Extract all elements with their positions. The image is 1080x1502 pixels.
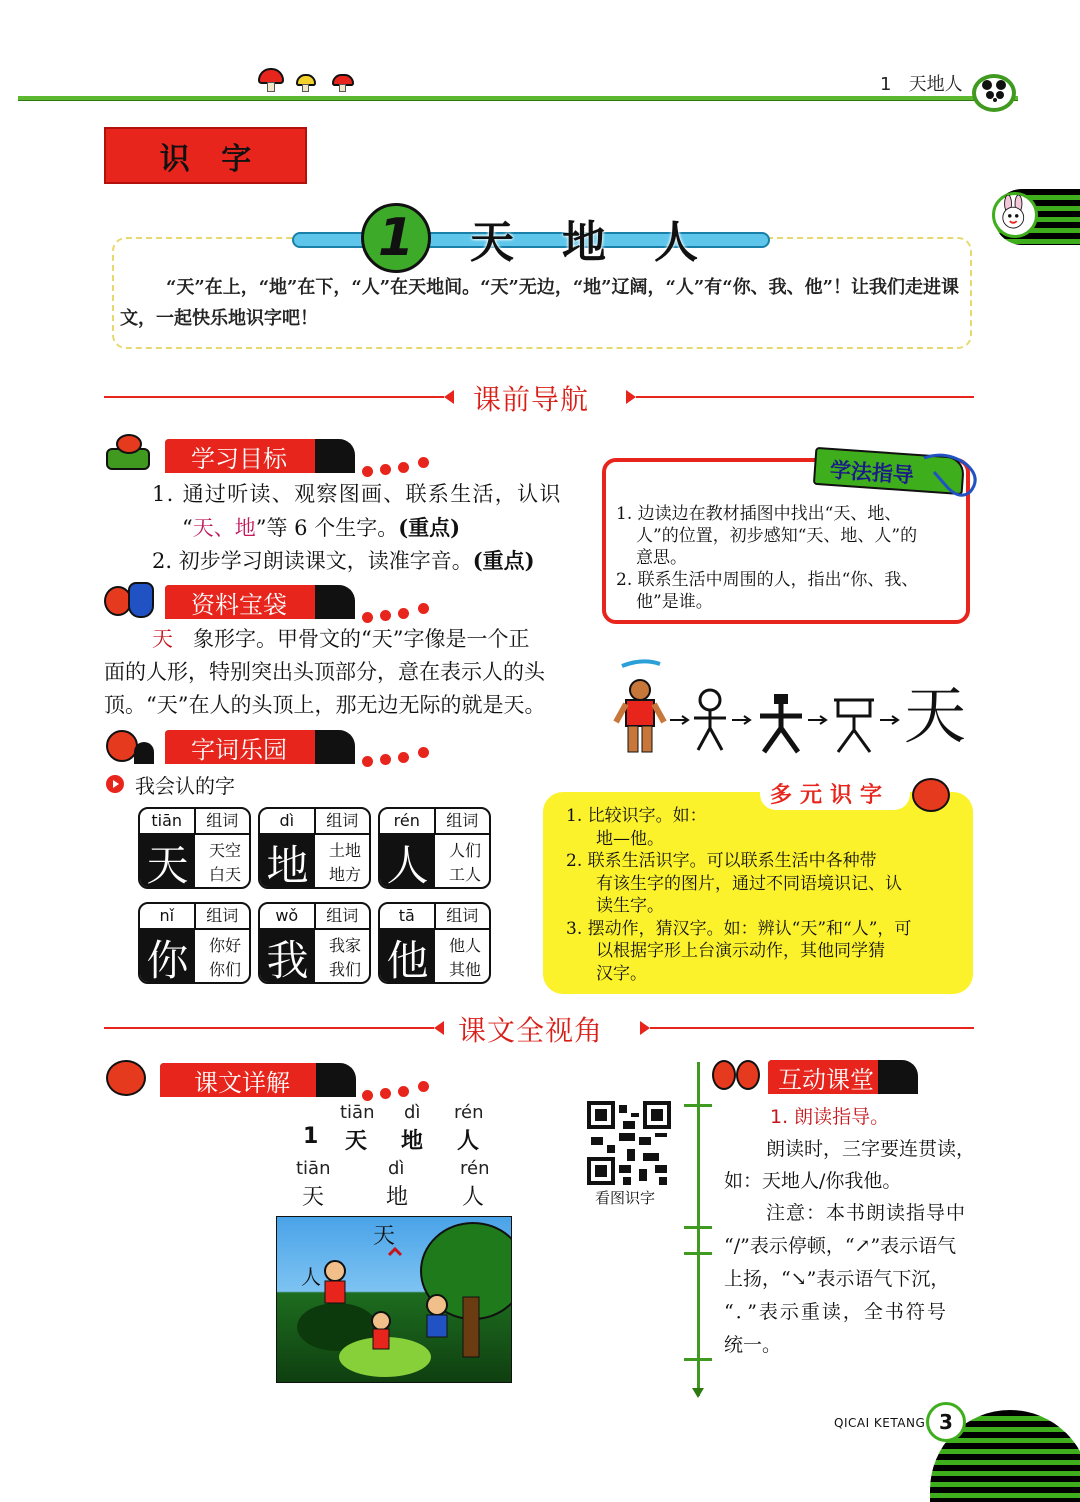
tag-dot — [418, 457, 429, 468]
text-char: 地 — [386, 1185, 409, 1210]
goal-2 — [152, 544, 535, 578]
words-mascot-icon — [104, 728, 156, 766]
card-char: 我 — [260, 930, 315, 984]
text-char: 天 — [302, 1185, 325, 1210]
goal-2-key: (重点) — [472, 548, 535, 573]
goals-mascot-icon — [104, 434, 156, 474]
interactive-para-2b: “/”表示停顿，“↗”表示语气 — [724, 1235, 957, 1257]
goal-1-key: (重点) — [398, 515, 461, 540]
panda-icon — [972, 74, 1016, 112]
section-rule-left — [104, 1027, 434, 1029]
pinyin: tiān — [340, 1102, 375, 1123]
tag-dot — [362, 612, 373, 623]
multi-line-2: 地—他。 — [596, 828, 664, 849]
char-card — [138, 807, 251, 889]
lesson-illustration — [276, 1216, 512, 1383]
goal-1-tail: ”等 6 个生字。 — [255, 516, 399, 540]
multi-text — [566, 805, 966, 985]
interactive-mascot-icon — [712, 1060, 764, 1094]
play-icon — [106, 775, 124, 793]
card-pinyin: tā — [398, 906, 415, 925]
card-group-label: 组词 — [434, 809, 490, 833]
paperclip-icon — [916, 448, 984, 504]
card-char: 天 — [140, 835, 195, 889]
words-tag-label: 字词乐园 — [191, 735, 287, 764]
card-pinyin: tiān — [151, 811, 183, 830]
card-pinyin: dì — [279, 811, 295, 830]
tag-dot — [418, 747, 429, 758]
multi-line-3: 2. 联系生活识字。可以联系生活中各种带 — [566, 851, 877, 871]
pinyin: rén — [460, 1158, 490, 1179]
card-word-1: 我家 — [328, 936, 361, 955]
pinyin: rén — [454, 1102, 484, 1123]
card-group-label: 组词 — [314, 904, 370, 928]
interactive-tag-label: 互动课堂 — [778, 1065, 874, 1094]
goal-1-line-1: 1. 通过听读、观察图画、联系生活，认识 — [152, 482, 562, 506]
interactive-para-2c: 上扬，“↘”表示语气下沉， — [724, 1268, 950, 1290]
running-head-title: 天地人 — [908, 74, 963, 95]
goal-2-text: 2. 初步学习朗读课文，读准字音。 — [152, 549, 473, 573]
card-word-1: 土地 — [328, 841, 361, 860]
card-pinyin: wǒ — [275, 906, 299, 925]
card-word-1: 人们 — [448, 841, 481, 860]
card-word-2: 我们 — [328, 960, 361, 979]
card-word-2: 地方 — [328, 865, 361, 884]
unit-label — [104, 127, 307, 184]
words-tag — [165, 730, 355, 764]
multi-line-1: 1. 比较识字。如： — [566, 806, 707, 826]
rabbit-icon — [992, 192, 1038, 238]
card-pinyin: rén — [393, 811, 420, 830]
char-card — [258, 807, 371, 889]
method-line-5: 他”是谁。 — [636, 592, 713, 612]
text-title-char: 人 — [457, 1129, 480, 1154]
goal-1-line-2 — [182, 511, 460, 545]
lesson-number-badge: 1 — [361, 203, 431, 273]
method-line-2: 人”的位置，初步感知“天、地、人”的 — [636, 526, 918, 546]
section-rule-right — [636, 396, 974, 398]
card-char: 人 — [380, 835, 435, 889]
section-title-full: 课文全视角 — [458, 1014, 604, 1047]
card-group-label: 组词 — [434, 904, 490, 928]
card-group-label: 组词 — [194, 904, 250, 928]
pinyin: dì — [388, 1158, 405, 1179]
illustration-label-sky: 天 — [373, 1224, 396, 1249]
char-card — [138, 902, 251, 984]
multi-line-6: 3. 摆动作，猜汉字。如：辨认“天”和“人”，可 — [566, 918, 912, 939]
method-line-1: 1. 边读边在教材插图中找出“天、地、 — [616, 504, 902, 524]
pinyin: dì — [404, 1102, 421, 1123]
tag-dot — [380, 464, 391, 475]
text-title-char: 地 — [401, 1129, 424, 1154]
lesson-title: 天地人 — [470, 217, 746, 268]
qr-code[interactable] — [586, 1101, 672, 1185]
info-line-2: 面的人形，特别突出头顶部分，意在表示人的头 — [104, 660, 545, 684]
info-tag — [165, 585, 355, 619]
rule-arrow-bottom — [692, 1388, 704, 1398]
tag-dot — [398, 462, 409, 473]
text-body-line — [302, 1180, 502, 1210]
card-char: 地 — [260, 835, 315, 889]
char-card — [378, 902, 491, 984]
tag-dot — [380, 610, 391, 621]
pinyin: tiān — [296, 1158, 331, 1179]
detail-tag — [160, 1063, 356, 1097]
rule-node — [684, 1104, 712, 1107]
text-title-num: 1 — [303, 1124, 319, 1149]
evolution-final-char: 天 — [904, 679, 967, 752]
card-word-2: 其他 — [448, 960, 481, 979]
info-mascot-icon — [104, 582, 156, 622]
section-rule-right — [650, 1027, 974, 1029]
goal-1-quote-open: “ — [182, 516, 193, 540]
method-line-4: 2. 联系生活中周围的人，指出“你、我、 — [616, 570, 919, 590]
interactive-para-1b: 如：天地人/你我他。 — [724, 1170, 902, 1192]
section-rule-left — [104, 396, 444, 398]
unit-label-char-2: 字 — [221, 141, 252, 177]
tag-dot — [398, 608, 409, 619]
interactive-para-2d: “．”表示重读，全书符号 — [724, 1301, 948, 1323]
multi-line-7: 以根据字形上台演示动作，其他同学猜 — [596, 941, 885, 961]
tag-dot — [418, 1081, 429, 1092]
card-group-label: 组词 — [194, 809, 250, 833]
card-word-2: 工人 — [448, 865, 481, 884]
card-word-1: 天空 — [208, 841, 241, 860]
character-evolution-illustration — [612, 656, 974, 760]
section-title-pre: 课前导航 — [473, 383, 590, 416]
mushroom-decoration — [258, 68, 368, 98]
interactive-item: 1. 朗读指导。 — [770, 1106, 890, 1128]
card-word-1: 他人 — [448, 936, 481, 955]
tag-dot — [398, 752, 409, 763]
method-line-3: 意思。 — [636, 548, 687, 568]
multi-line-5: 读生字。 — [596, 896, 664, 916]
goals-tag — [165, 439, 355, 473]
info-tag-label: 资料宝袋 — [191, 590, 287, 619]
detail-mascot-icon — [106, 1060, 146, 1096]
running-head — [880, 70, 963, 96]
section-arrow-right — [640, 1021, 650, 1035]
illustration-label-person: 人 — [301, 1265, 321, 1289]
info-line-3: 顶。“天”在人的头顶上，那无边无际的就是天。 — [104, 693, 546, 717]
multi-line-4: 有该生字的图片，通过不同语境识记、认 — [596, 873, 902, 894]
section-arrow-left — [444, 390, 454, 404]
section-arrow-left — [434, 1021, 444, 1035]
multi-tag-label: 多元识字 — [770, 783, 891, 808]
method-tag-label: 学法指导 — [829, 457, 915, 488]
char-card — [258, 902, 371, 984]
rule-node — [684, 1226, 712, 1229]
header-rule — [18, 96, 1018, 101]
goals-tag-label: 学习目标 — [191, 444, 287, 473]
unit-label-char-1: 识 — [159, 141, 190, 177]
running-head-number: 1 — [880, 74, 892, 95]
tag-dot — [380, 754, 391, 765]
interactive-para-2e: 统一。 — [724, 1334, 782, 1356]
method-text — [616, 503, 966, 613]
info-text-1: 象形字。甲骨文的“天”字像是一个正 — [193, 627, 530, 651]
info-line-1 — [152, 623, 530, 656]
card-char: 你 — [140, 930, 195, 984]
interactive-para-2a: 注意：本书朗读指导中 — [766, 1202, 967, 1224]
text-char: 人 — [462, 1185, 485, 1210]
goal-1-chars: 天、地 — [192, 516, 256, 540]
vertical-rule — [697, 1062, 700, 1396]
card-word-2: 白天 — [208, 865, 241, 884]
footer-brand: QICAI KETANG — [834, 1416, 926, 1430]
rule-node — [684, 1358, 712, 1361]
rule-node — [684, 1252, 712, 1255]
tag-dot — [362, 466, 373, 477]
tag-dot — [380, 1088, 391, 1099]
tag-dot — [362, 1090, 373, 1101]
section-arrow-right — [626, 390, 636, 404]
qr-caption: 看图识字 — [595, 1189, 656, 1207]
tag-dot — [398, 1086, 409, 1097]
card-group-label: 组词 — [314, 809, 370, 833]
tag-dot — [362, 756, 373, 767]
card-word-2: 你们 — [208, 960, 241, 979]
page-number: 3 — [926, 1402, 966, 1442]
info-char: 天 — [152, 627, 173, 651]
multi-line-8: 汉字。 — [596, 963, 647, 984]
words-subhead: 我会认的字 — [135, 774, 235, 798]
card-word-1: 你好 — [208, 936, 241, 955]
card-pinyin: nǐ — [159, 906, 175, 925]
tag-dot — [418, 603, 429, 614]
char-card — [378, 807, 491, 889]
card-char: 他 — [380, 930, 435, 984]
text-title-line — [303, 1124, 493, 1154]
text-title-char: 天 — [345, 1129, 368, 1154]
intro-text: “天”在上，“地”在下，“人”在天地间。“天”无边，“地”辽阔，“人”有“你、我、他”！让我们走进课文，一起快乐地识字吧！ — [120, 277, 959, 329]
interactive-para-1a: 朗读时，三字要连贯读， — [766, 1138, 976, 1160]
detail-tag-label: 课文详解 — [194, 1068, 290, 1097]
interactive-tag — [768, 1060, 918, 1094]
